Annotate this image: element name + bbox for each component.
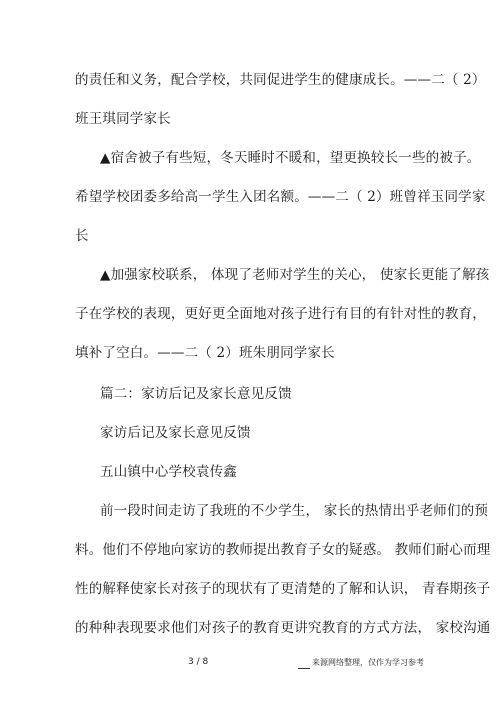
article-title: 家访后记及家长意见反馈: [100, 425, 251, 441]
footer-note: 来源网络整理，仅作为学习参考: [312, 658, 424, 667]
text-line-7: 子在学校的表现，更好更全面地对孩子进行有目的有针对性的教育，: [75, 306, 486, 322]
section-heading: 篇二：家访后记及家长意见反馈: [100, 386, 292, 402]
text-line-3: ▲宿舍被子有些短，冬天睡时不暖和，望更换较长一些的被子。: [100, 150, 481, 166]
page-number: 3 / 8: [188, 657, 209, 667]
text-line-12: 前一段时间走访了我班的不少学生， 家长的热情出乎老师们的预: [100, 503, 489, 519]
text-line-2: 班王琪同学家长: [75, 111, 171, 127]
footer-underline: [298, 668, 310, 669]
text-line-13: 料。他们不停地向家访的教师提出教育子女的疑惑。 教师们耐心而理: [75, 542, 491, 558]
text-line-15: 的种种表现要求他们对孩子的教育更讲究教育的方式方法， 家校沟通: [75, 620, 491, 636]
text-line-6: ▲加强家校联系， 体现了老师对学生的关心， 使家长更能了解孩: [100, 267, 490, 283]
text-line-8: 填补了空白。——二（ 2）班朱朋同学家长: [75, 345, 335, 361]
text-line-4: 希望学校团委多给高一学生入团名额。——二（ 2）班曾祥玉同学家: [75, 189, 486, 205]
article-author: 五山镇中心学校袁传鑫: [100, 464, 237, 480]
text-line-1: 的责任和义务，配合学校，共同促进学生的健康成长。——二（ 2）: [75, 72, 486, 88]
text-line-5: 长: [75, 228, 89, 244]
text-line-14: 性的解释使家长对孩子的现状有了更清楚的了解和认识， 青春期孩子: [75, 581, 491, 597]
